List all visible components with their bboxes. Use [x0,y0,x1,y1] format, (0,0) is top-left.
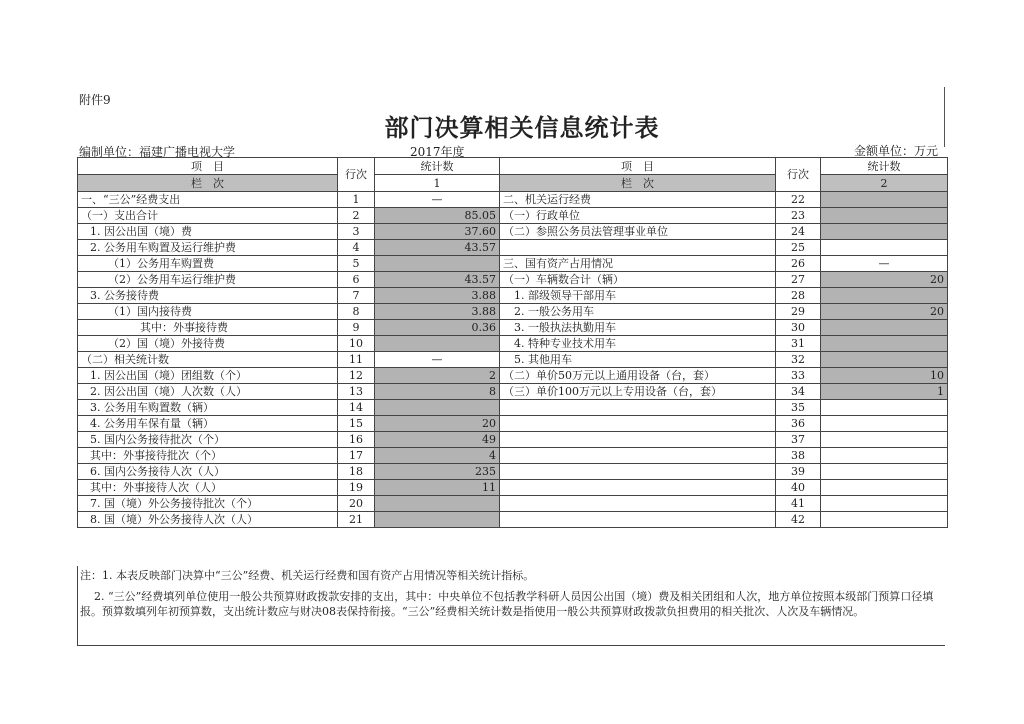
header-stat-right: 统计数 [821,158,948,175]
right-line-no: 35 [776,400,821,416]
table-row [78,208,948,224]
left-line-no: 17 [338,448,375,464]
table-row [78,512,948,528]
table-row [78,384,948,400]
left-line-no: 8 [338,304,375,320]
left-stat-value: 37.60 [375,224,500,240]
right-item-label: 3. 一般执法执勤用车 [500,320,776,336]
left-line-no: 19 [338,480,375,496]
right-item-label: （三）单价100万元以上专用设备（台，套） [500,384,776,400]
right-line-no: 30 [776,320,821,336]
right-stat-value [821,224,948,240]
stats-table [77,157,948,528]
table-row [78,272,948,288]
left-item-label: 2. 公务用车购置及运行维护费 [78,240,338,256]
left-item-label: 5. 国内公务接待批次（个） [78,432,338,448]
right-line-no: 22 [776,192,821,208]
left-stat-value: 49 [375,432,500,448]
right-line-no: 42 [776,512,821,528]
right-stat-value [821,240,948,256]
right-line-no: 41 [776,496,821,512]
table-row [78,320,948,336]
left-stat-value: 11 [375,480,500,496]
left-stat-value [375,496,500,512]
right-stat-value: 10 [821,368,948,384]
left-stat-value: — [375,352,500,368]
left-line-no: 16 [338,432,375,448]
right-item-label [500,464,776,480]
left-stat-value: 235 [375,464,500,480]
table-row [78,448,948,464]
org-label: 编制单位：福建广播电视大学 [79,145,236,159]
right-line-no: 32 [776,352,821,368]
right-stat-value [821,288,948,304]
right-stat-value: 20 [821,304,948,320]
right-stat-value [821,464,948,480]
left-stat-value: 85.05 [375,208,500,224]
left-item-label: 其中：外事接待批次（个） [78,448,338,464]
left-item-label: 3. 公务接待费 [78,288,338,304]
left-line-no: 13 [338,384,375,400]
left-line-no: 2 [338,208,375,224]
table-row [78,368,948,384]
left-stat-value: 4 [375,448,500,464]
unit-label: 金额单位：万元 [854,144,939,158]
header-row [78,158,948,175]
year-label: 2017年度 [410,145,465,159]
left-item-label: 3. 公务用车购置数（辆） [78,400,338,416]
right-stat-value [821,480,948,496]
right-item-label: （二）参照公务员法管理事业单位 [500,224,776,240]
left-item-label: 其中：外事接待费 [78,320,338,336]
header-column-left: 栏 次 [78,175,338,192]
right-line-no: 28 [776,288,821,304]
right-item-label [500,496,776,512]
left-item-label: （1）国内接待费 [78,304,338,320]
left-stat-value [375,336,500,352]
right-stat-value: 1 [821,384,948,400]
left-item-label: （2）国（境）外接待费 [78,336,338,352]
right-stat-value [821,432,948,448]
right-item-label [500,240,776,256]
left-stat-value [375,400,500,416]
table-row [78,496,948,512]
header-stat-left: 统计数 [375,158,500,175]
left-line-no: 20 [338,496,375,512]
left-line-no: 12 [338,368,375,384]
left-item-label: 6. 国内公务接待人次（人） [78,464,338,480]
right-stat-value [821,208,948,224]
table-row [78,240,948,256]
right-stat-value [821,336,948,352]
left-stat-value: 0.36 [375,320,500,336]
right-line-no: 36 [776,416,821,432]
right-line-no: 39 [776,464,821,480]
right-line-no: 38 [776,448,821,464]
left-line-no: 21 [338,512,375,528]
notes [77,566,945,646]
left-item-label: （2）公务用车运行维护费 [78,272,338,288]
left-stat-value: 3.88 [375,304,500,320]
note-2: 2. “三公”经费填列单位使用一般公共预算财政拨款安排的支出，其中：中央单位不包括教学科研人员因公出国（境）费及相关团组和人次，地方单位按照本级部门预算口径填报。预算数填列年初预算数，支出统计数应与财决08表保持衔接。“三公”经费相关统计数是指使用一般公共预算财政拨款负担费用的相关批次、人次及车辆情况。 [80,590,934,618]
header-column-right: 栏 次 [500,175,776,192]
right-line-no: 27 [776,272,821,288]
left-item-label: 8. 国（境）外公务接待人次（人） [78,512,338,528]
table-row [78,304,948,320]
left-line-no: 11 [338,352,375,368]
right-item-label [500,416,776,432]
left-line-no: 18 [338,464,375,480]
right-line-no: 31 [776,336,821,352]
right-line-no: 26 [776,256,821,272]
right-item-label: 2. 一般公务用车 [500,304,776,320]
table-row [78,224,948,240]
left-line-no: 15 [338,416,375,432]
right-line-no: 33 [776,368,821,384]
right-stat-value [821,416,948,432]
table-row [78,400,948,416]
left-item-label: 1. 因公出国（境）费 [78,224,338,240]
right-item-label: 4. 特种专业技术用车 [500,336,776,352]
left-item-label: 7. 国（境）外公务接待批次（个） [78,496,338,512]
left-line-no: 7 [338,288,375,304]
right-stat-value: — [821,256,948,272]
right-item-label [500,432,776,448]
right-item-label: 1. 部级领导干部用车 [500,288,776,304]
right-stat-value [821,320,948,336]
left-line-no: 6 [338,272,375,288]
right-line-no: 37 [776,432,821,448]
right-item-label [500,448,776,464]
left-item-label: 2. 因公出国（境）人次数（人） [78,384,338,400]
table-row [78,432,948,448]
left-line-no: 5 [338,256,375,272]
right-line-no: 24 [776,224,821,240]
right-item-label: （二）单价50万元以上通用设备（台，套） [500,368,776,384]
left-stat-value: 3.88 [375,288,500,304]
left-item-label: 一、“三公”经费支出 [78,192,338,208]
left-stat-value: 43.57 [375,240,500,256]
right-item-label [500,512,776,528]
right-stat-value [821,448,948,464]
right-stat-value [821,192,948,208]
header-line-left: 行次 [338,158,375,192]
right-item-label: 5. 其他用车 [500,352,776,368]
left-item-label: 1. 因公出国（境）团组数（个） [78,368,338,384]
header-line-right: 行次 [776,158,821,192]
right-stat-value [821,512,948,528]
left-stat-value: 20 [375,416,500,432]
table-row [78,336,948,352]
left-line-no: 1 [338,192,375,208]
left-item-label: （1）公务用车购置费 [78,256,338,272]
left-line-no: 14 [338,400,375,416]
header-col2: 2 [821,175,948,192]
right-item-label [500,480,776,496]
right-stat-value [821,400,948,416]
table-row [78,288,948,304]
left-stat-value: — [375,192,500,208]
table-row [78,256,948,272]
left-item-label: （一）支出合计 [78,208,338,224]
right-line-no: 29 [776,304,821,320]
right-item-label: （一）车辆数合计（辆） [500,272,776,288]
right-stat-value [821,496,948,512]
table-row [78,192,948,208]
left-stat-value [375,512,500,528]
table-row [78,464,948,480]
table-row [78,352,948,368]
left-line-no: 3 [338,224,375,240]
left-stat-value [375,256,500,272]
right-stat-value [821,352,948,368]
attachment-label: 附件9 [79,93,111,107]
right-item-label: （一）行政单位 [500,208,776,224]
right-line-no: 40 [776,480,821,496]
left-stat-value: 43.57 [375,272,500,288]
left-item-label: （二）相关统计数 [78,352,338,368]
divider [944,87,945,147]
left-line-no: 4 [338,240,375,256]
right-line-no: 34 [776,384,821,400]
left-stat-value: 8 [375,384,500,400]
left-line-no: 9 [338,320,375,336]
right-line-no: 23 [776,208,821,224]
header-item-left: 项 目 [78,158,338,175]
note-1: 注：1. 本表反映部门决算中“三公”经费、机关运行经费和国有资产占用情况等相关统计指标。 [80,569,535,582]
left-line-no: 10 [338,336,375,352]
page-title: 部门决算相关信息统计表 [384,114,660,142]
left-stat-value: 2 [375,368,500,384]
table-row [78,480,948,496]
left-item-label: 其中：外事接待人次（人） [78,480,338,496]
header-item-right: 项 目 [500,158,776,175]
right-item-label: 三、国有资产占用情况 [500,256,776,272]
right-item-label: 二、机关运行经费 [500,192,776,208]
table-row [78,416,948,432]
header-col1: 1 [375,175,500,192]
right-stat-value: 20 [821,272,948,288]
left-item-label: 4. 公务用车保有量（辆） [78,416,338,432]
right-line-no: 25 [776,240,821,256]
right-item-label [500,400,776,416]
